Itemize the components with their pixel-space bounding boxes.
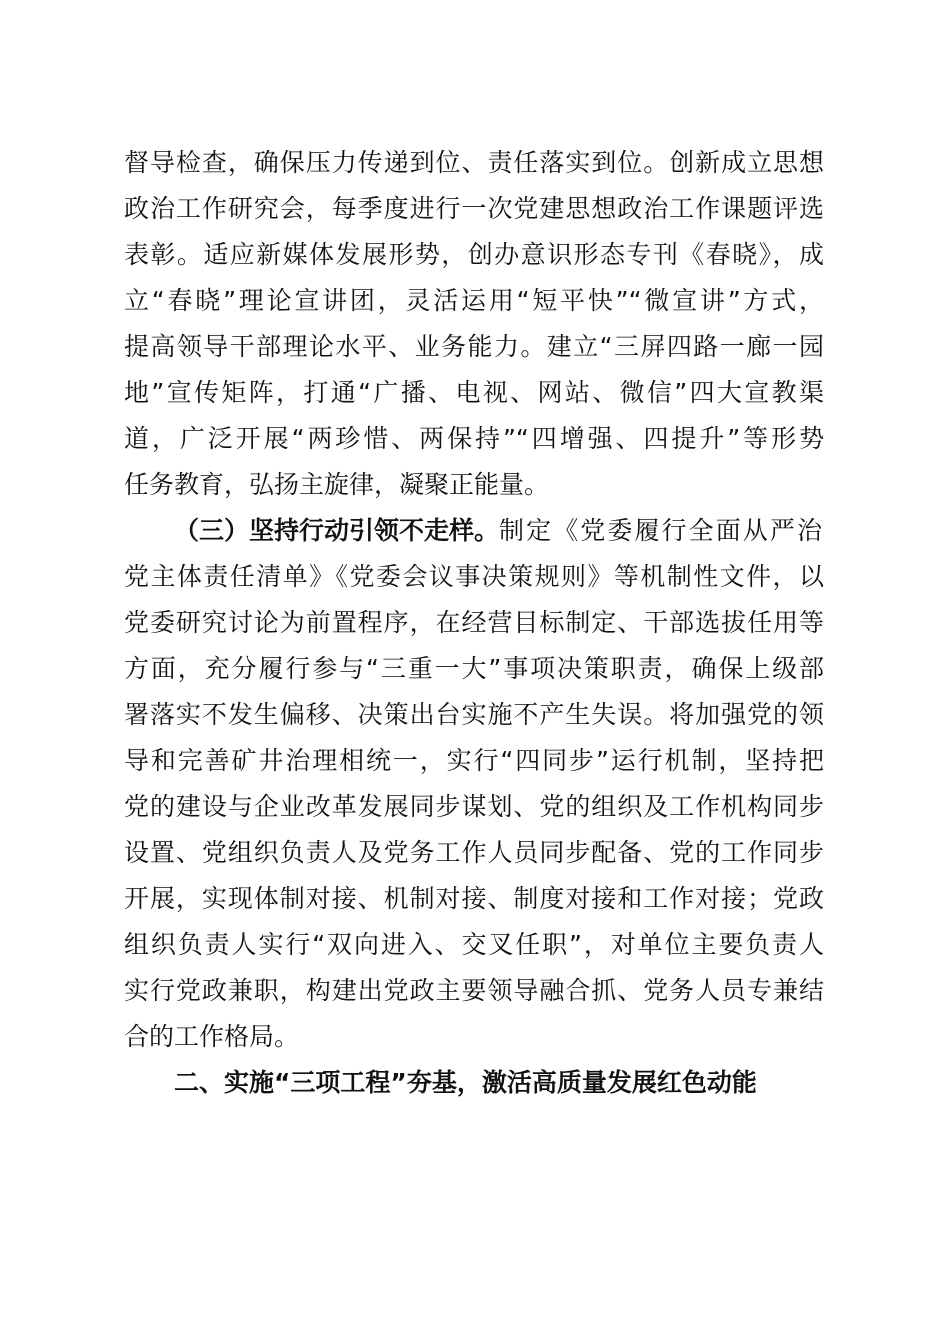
paragraph2-line-2: 党主体责任清单》《党委会议事决策规则》等机制性文件，以 bbox=[124, 562, 824, 591]
paragraph1-line-6: 地”宣传矩阵，打通“广播、电视、网站、微信”四大宣教渠 bbox=[124, 378, 824, 407]
paragraph2-line-3: 党委研究讨论为前置程序，在经营目标制定、干部选拔任用等 bbox=[124, 608, 824, 637]
paragraph1-line-7: 道，广泛开展“两珍惜、两保持”“四增强、四提升”等形势 bbox=[124, 424, 824, 453]
paragraph1-line-2: 政治工作研究会，每季度进行一次党建思想政治工作课题评选 bbox=[124, 194, 824, 223]
paragraph2-line-5: 署落实不发生偏移、决策出台实施不产生失误。将加强党的领 bbox=[124, 700, 824, 729]
paragraph1-line-1: 督导检查，确保压力传递到位、责任落实到位。创新成立思想 bbox=[124, 148, 824, 177]
paragraph1-line-8: 任务教育，弘扬主旋律，凝聚正能量。 bbox=[124, 470, 550, 499]
paragraph2-subheading: （三）坚持行动引领不走样。 bbox=[174, 516, 500, 545]
paragraph2-line-9: 开展，实现体制对接、机制对接、制度对接和工作对接；党政 bbox=[124, 884, 824, 913]
paragraph2-line-11: 实行党政兼职，构建出党政主要领导融合抓、党务人员专兼结 bbox=[124, 976, 824, 1005]
paragraph2-line-12: 合的工作格局。 bbox=[124, 1022, 300, 1051]
paragraph2-line-7: 党的建设与企业改革发展同步谋划、党的组织及工作机构同步 bbox=[124, 792, 824, 821]
paragraph2-line-4: 方面，充分履行参与“三重一大”事项决策职责，确保上级部 bbox=[124, 654, 824, 683]
paragraph2-first-line-rest: 制定《党委履行全面从严治 bbox=[499, 516, 824, 545]
paragraph1-line-3: 表彰。适应新媒体发展形势，创办意识形态专刊《春晓》，成 bbox=[124, 240, 824, 269]
paragraph1-line-4: 立“春晓”理论宣讲团，灵活运用“短平快”“微宣讲”方式， bbox=[124, 286, 824, 315]
paragraph2-line-1 bbox=[174, 509, 824, 553]
paragraph2-line-6: 导和完善矿井治理相统一，实行“四同步”运行机制，坚持把 bbox=[124, 746, 824, 775]
paragraph2-line-10: 组织负责人实行“双向进入、交叉任职”，对单位主要负责人 bbox=[124, 930, 824, 959]
section-heading: 二、实施“三项工程”夯基，激活高质量发展红色动能 bbox=[174, 1068, 757, 1097]
paragraph1-line-5: 提高领导干部理论水平、业务能力。建立“三屏四路一廊一园 bbox=[124, 332, 824, 361]
paragraph2-line-8: 设置、党组织负责人及党务工作人员同步配备、党的工作同步 bbox=[124, 838, 824, 867]
